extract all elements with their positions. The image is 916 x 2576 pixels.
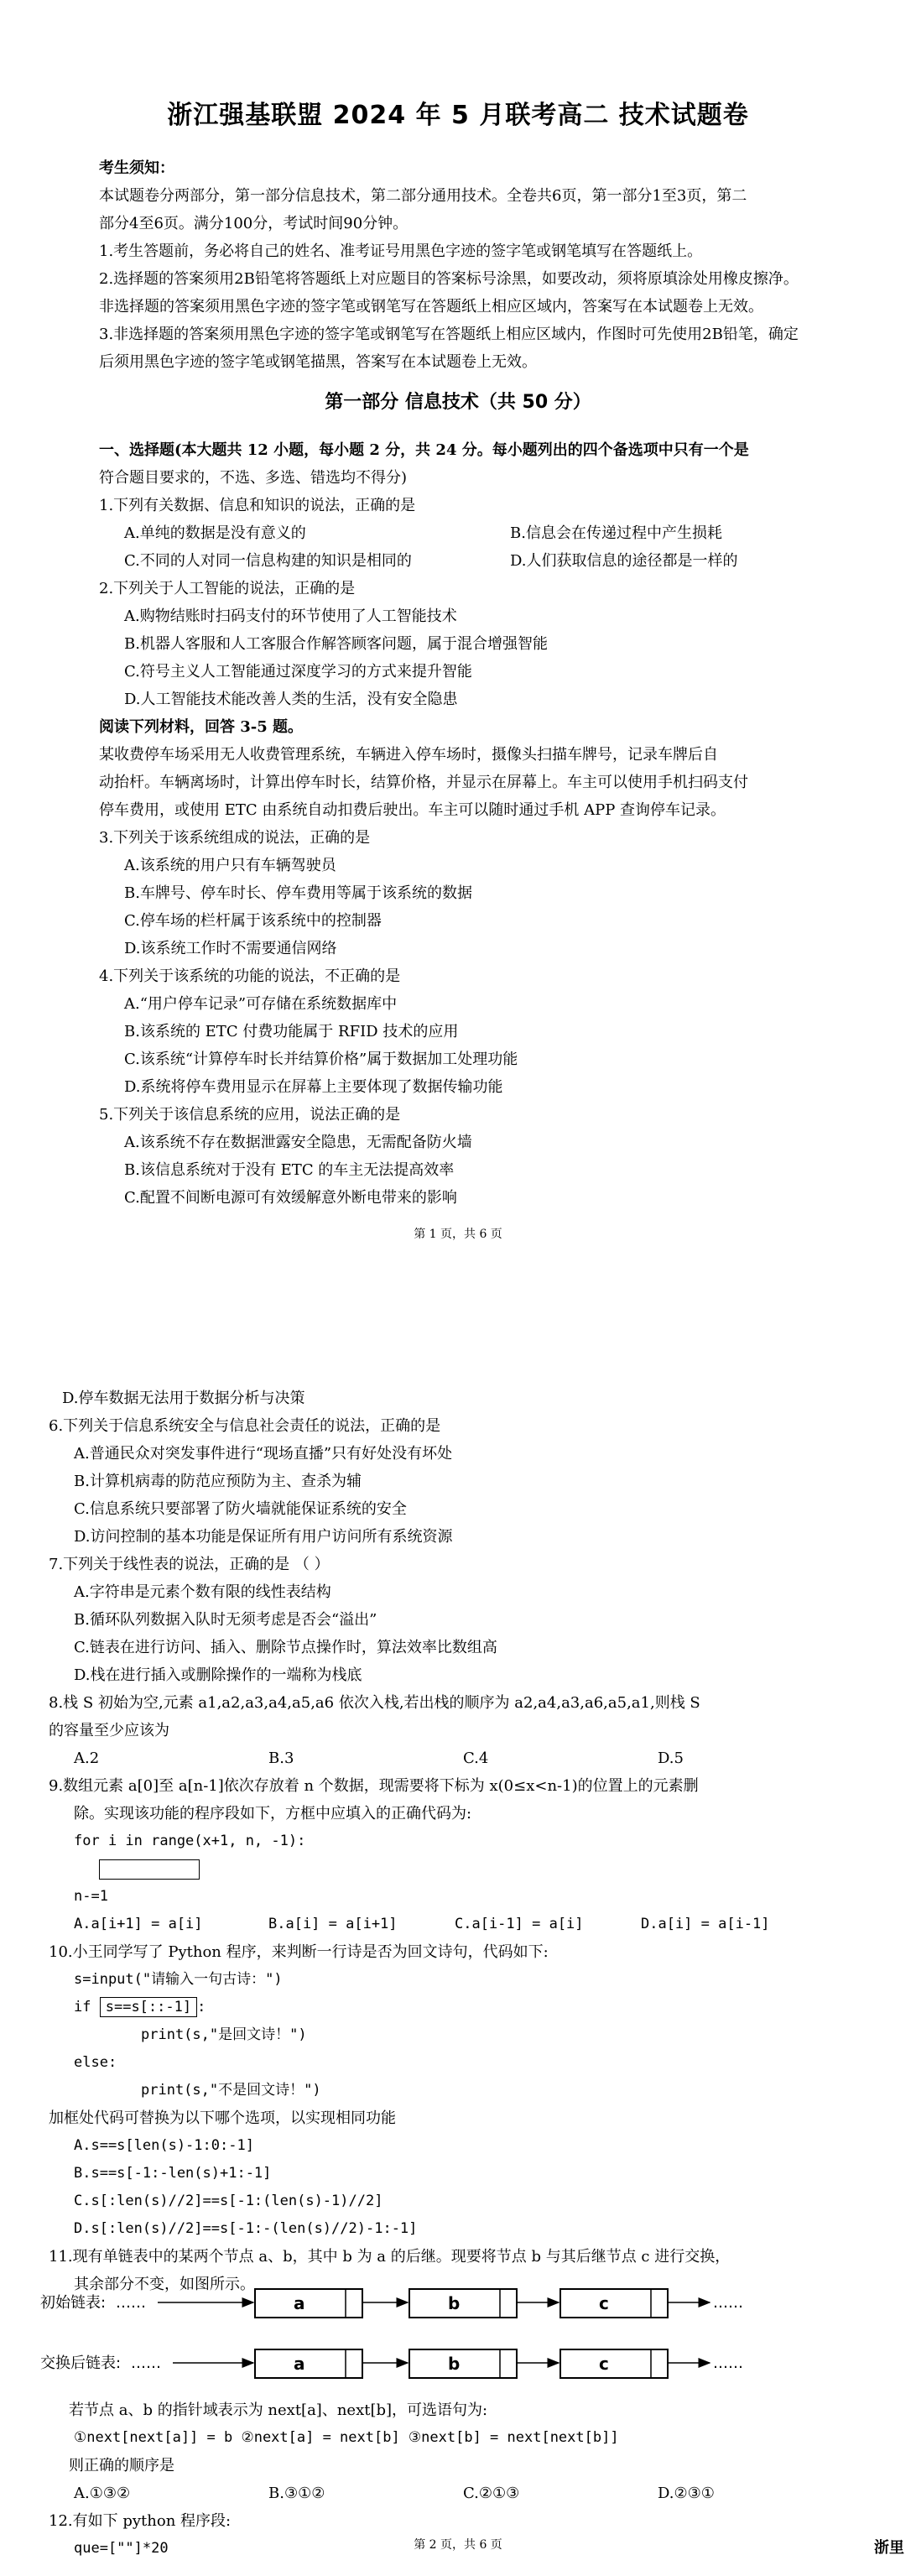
node-a-label: a [294,2354,305,2374]
q11-options [49,2480,887,2507]
q4-option-c: C.该系统“计算停车时长并结算价格”属于数据加工处理功能 [124,1051,518,1068]
page-2-footer: 第 2 页，共 6 页 [414,2538,502,2552]
q4-option-d: D.系统将停车费用显示在屏幕上主要体现了数据传输功能 [124,1078,503,1096]
node-box-b [409,2289,517,2318]
dots-left: …… [131,2354,161,2372]
q3-stem: 3.下列关于该系统组成的说法，正确的是 [99,829,371,847]
linked-list-diagram [34,2274,856,2391]
q1-option-d: D.人们获取信息的途径都是一样的 [510,552,738,570]
node-box-b [409,2349,517,2378]
q8-option-d: D.5 [658,1749,684,1767]
q9-option-c: C.a[i-1] = a[i] [455,1916,584,1932]
q12-code-line: que=[""]*20 [74,2540,169,2557]
q8-stem: 8.栈 S 初始为空,元素 a1,a2,a3,a4,a5,a6 依次入栈,若出栈的顺序为 a2,a4,a3,a6,a5,a1,则栈 S [49,1694,700,1712]
q9-answer-box [99,1859,200,1880]
dots-right: …… [713,2354,743,2372]
notice-block [99,154,887,376]
q5-option-b: B.该信息系统对于没有 ETC 的车主无法提高效率 [124,1161,455,1179]
q10-code-line: print(s,"不是回文诗！") [141,2082,321,2099]
node-c-label: c [599,2354,609,2374]
q7-option-a: A.字符串是元素个数有限的线性表结构 [74,1583,331,1601]
q6-option-b: B.计算机病毒的防范应预防为主、查杀为辅 [74,1473,362,1490]
material-line: 动抬杆。车辆离场时，计算出停车时长，结算价格，并显示在屏幕上。车主可以使用手机扫码支付 [99,774,748,791]
q3-option-a: A.该系统的用户只有车辆驾驶员 [124,857,336,874]
q8-option-b: B.3 [268,1749,294,1767]
q7-option-d: D.栈在进行插入或删除操作的一端称为栈底 [74,1666,362,1684]
q11-stem-cont: 其余部分不变，如图所示。 [74,2276,255,2293]
q6-stem: 6.下列关于信息系统安全与信息社会责任的说法，正确的是 [49,1417,441,1435]
q9-option-a: A.a[i+1] = a[i] [74,1916,203,1932]
notice-line: 非选择题的答案须用黑色字迹的签字笔或钢笔写在答题纸上相应区域内，答案写在本试题卷上无效。 [99,298,763,315]
q6-option-d: D.访问控制的基本功能是保证所有用户访问所有系统资源 [74,1528,453,1546]
page-2 [0,1384,916,2576]
q5-option-c: C.配置不间断电源可有效缓解意外断电带来的影响 [124,1189,457,1207]
q11-statements: ①next[next[a]] = b ②next[a] = next[b] ③next[b] = next[next[b]] [74,2429,619,2446]
node-box-a [255,2349,362,2378]
q9-code-blank-row [49,1855,887,1883]
q10-code-line: s=input("请输入一句古诗：") [74,1971,283,1988]
q9-stem: 9.数组元素 a[0]至 a[n-1]依次存放着 n 个数据，现需要将下标为 x(0≤x<n-1)的位置上的元素删 [49,1777,699,1795]
q10-stem: 10.小王同学写了 Python 程序，来判断一行诗是否为回文诗句，代码如下: [49,1943,549,1961]
notice-line: 后须用黑色字迹的签字笔或钢笔描黑，答案写在本试题卷上无效。 [99,353,537,371]
notice-line: 3.非选择题的答案须用黑色字迹的签字笔或钢笔写在答题纸上相应区域内，作图时可先使用2B铅笔，确定 [99,326,799,343]
material-title: 阅读下列材料，回答 3-5 题。 [99,718,304,736]
node-box-c [560,2349,668,2378]
node-b-label: b [448,2354,461,2374]
exam-title: 浙江强基联盟 2024 年 5 月联考高二 技术试题卷 [167,101,749,130]
q6-option-c: C.信息系统只要部署了防火墙就能保证系统的安全 [74,1500,407,1518]
q10-option-b: B.s==s[-1:-len(s)+1:-1] [74,2165,272,2182]
q3-option-c: C.停车场的栏杆属于该系统中的控制器 [124,912,382,930]
q10-option-a: A.s==s[len(s)-1:0:-1] [74,2137,254,2154]
notice-title: 考生须知： [99,159,174,177]
q11-stem: 11.现有单链表中的某两个节点 a、b，其中 b 为 a 的后继。现要将节点 b 与其后继节点 c 进行交换， [49,2248,731,2266]
material-line: 停车费用，或使用 ETC 由系统自动扣费后驶出。车主可以随时通过手机 APP 查询停车记录。 [99,801,726,819]
label-initial: 初始链表: [40,2294,107,2312]
q11-stem-4: 则正确的顺序是 [69,2457,174,2474]
q2-option-b: B.机器人客服和人工客服合作解答顾客问题，属于混合增强智能 [124,635,548,653]
q1-option-a: A.单纯的数据是没有意义的 [124,524,306,542]
q11-option-c: C.②①③ [463,2485,520,2502]
q10-code-line: print(s,"是回文诗！") [141,2026,307,2043]
q11-option-b: B.③①② [268,2485,325,2502]
q8-option-c: C.4 [463,1749,489,1767]
corner-watermark-text: 浙里 [874,2539,904,2557]
q2-option-a: A.购物结账时扫码支付的环节使用了人工智能技术 [124,607,457,625]
q10-option-c: C.s[:len(s)//2]==s[-1:(len(s)-1)//2] [74,2193,383,2209]
q10-code-if-row [49,1994,887,2021]
q12-stem: 12.有如下 python 程序段: [49,2512,232,2530]
q11-option-a: A.①③② [74,2485,131,2502]
notice-line: 2.选择题的答案须用2B铅笔将答题纸上对应题目的答案标号涂黑，如要改动，须将原填涂处用橡皮擦净。 [99,270,799,288]
q9-option-d: D.a[i] = a[i-1] [641,1916,770,1932]
notice-line: 1.考生答题前，务必将自己的姓名、准考证号用黑色字迹的签字笔或钢笔填写在答题纸上。 [99,242,703,260]
q9-option-b: B.a[i] = a[i+1] [268,1916,398,1932]
q2-option-d: D.人工智能技术能改善人类的生活，没有安全隐患 [124,691,458,708]
node-a-label: a [294,2293,305,2313]
q7-option-b: B.循环队列数据入队时无须考虑是否会“溢出” [74,1611,377,1629]
q10-code-box: s==s[::-1] [100,1997,197,2017]
q8-stem-cont: 的容量至少应该为 [49,1722,169,1739]
q11-option-d: D.②③① [658,2485,715,2502]
q5-option-d: D.停车数据无法用于数据分析与决策 [62,1390,305,1407]
q6-option-a: A.普通民众对突发事件进行“现场直播”只有好处没有坏处 [74,1445,453,1463]
questions-block-2 [49,1384,887,2298]
dots-right: …… [713,2294,743,2312]
notice-line: 本试题卷分两部分，第一部分信息技术，第二部分通用技术。全卷共6页，第一部分1至3页，第二 [99,187,747,205]
q10-option-d: D.s[:len(s)//2]==s[-1:-(len(s)//2)-1:-1] [74,2220,418,2237]
q2-option-c: C.符号主义人工智能通过深度学习的方式来提升智能 [124,663,472,681]
page-1-footer: 第 1 页，共 6 页 [414,1228,502,1241]
q1-option-b: B.信息会在传递过程中产生损耗 [510,524,722,542]
q1-option-c: C.不同的人对同一信息构建的知识是相同的 [124,552,412,570]
page-1 [0,0,916,1259]
q4-option-a: A.“用户停车记录”可存储在系统数据库中 [124,995,398,1013]
notice-line: 部分4至6页。满分100分，考试时间90分钟。 [99,215,409,232]
label-swapped: 交换后链表: [40,2354,122,2372]
q3-option-b: B.车牌号、停车时长、停车费用等属于该系统的数据 [124,884,472,902]
q9-code-line: for i in range(x+1, n, -1): [74,1833,306,1849]
q10-code-line: else: [74,2054,117,2071]
q9-code-line: n-=1 [74,1888,108,1905]
q4-option-b: B.该系统的 ETC 付费功能属于 RFID 技术的应用 [124,1023,459,1040]
q8-option-a: A.2 [74,1749,100,1767]
q7-option-c: C.链表在进行访问、插入、删除节点操作时，算法效率比数组高 [74,1639,497,1656]
q5-stem: 5.下列关于该信息系统的应用，说法正确的是 [99,1106,401,1124]
node-box-a [255,2289,362,2318]
q4-stem: 4.下列关于该系统的功能的说法，不正确的是 [99,967,401,985]
q2-stem: 2.下列关于人工智能的说法，正确的是 [99,580,356,597]
q1-stem: 1.下列有关数据、信息和知识的说法，正确的是 [99,497,416,514]
dots-left: …… [116,2294,146,2312]
q1-options-ab [99,519,887,547]
mcq-header: 一、选择题(本大题共 12 小题，每小题 2 分，共 24 分。每小题列出的四个备选项中只有一个是 [99,441,749,459]
q3-option-d: D.该系统工作时不需要通信网络 [124,940,337,957]
q9-options [49,1911,887,1938]
q10-stem-2: 加框处代码可替换为以下哪个选项，以实现相同功能 [49,2109,396,2127]
material-line: 某收费停车场采用无人收费管理系统，车辆进入停车场时，摄像头扫描车牌号，记录车牌后自 [99,746,718,764]
q9-stem-cont: 除。实现该功能的程序段如下，方框中应填入的正确代码为: [74,1805,472,1822]
questions-block-1 [99,436,887,1212]
q1-options-cd [99,547,887,575]
node-c-label: c [599,2293,609,2313]
node-box-c [560,2289,668,2318]
node-b-label: b [448,2293,461,2313]
q10-code-colon: : [197,1999,206,2015]
q11-stem-3: 若节点 a、b 的指针域表示为 next[a]、next[b]，可选语句为: [69,2401,488,2419]
q7-stem: 7.下列关于线性表的说法，正确的是 （ ） [49,1556,330,1573]
mcq-header-cont: 符合题目要求的，不选、多选、错选均不得分) [99,469,408,487]
q5-option-a: A.该系统不存在数据泄露安全隐患，无需配备防火墙 [124,1134,472,1151]
section-title: 第一部分 信息技术（共 50 分） [325,392,591,413]
q8-options [49,1744,887,1772]
q10-code-if: if [74,1999,91,2015]
